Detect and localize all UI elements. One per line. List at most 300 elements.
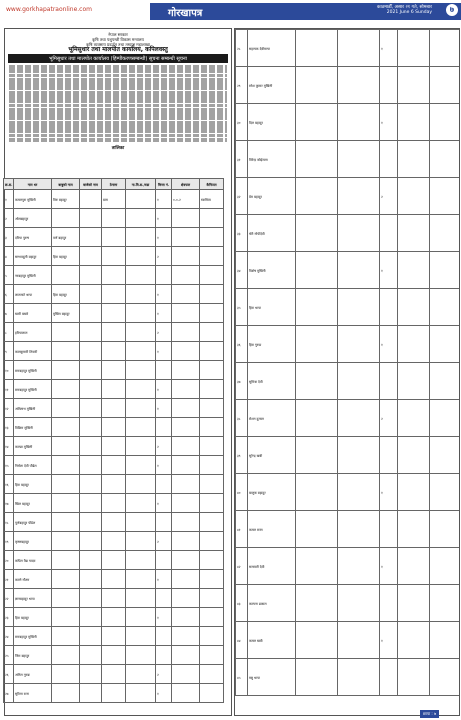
table-cell [200,532,224,551]
table-row [4,456,224,475]
table-cell [338,215,380,252]
table-cell [156,361,172,380]
table-cell [80,209,102,228]
table-cell: १२ [4,399,14,418]
col-header: क्षेत्रफल [172,179,200,190]
table-cell [102,589,126,608]
table-cell [102,304,126,323]
table-row [4,551,224,570]
table-cell: ग्राम [102,190,126,209]
table-cell [80,380,102,399]
table-cell [102,532,126,551]
table-cell [126,266,156,285]
table-cell: २ [156,247,172,266]
table-row [236,104,460,141]
table-cell [172,380,200,399]
table-cell [430,474,460,511]
table-cell: कल्पना ढकाल [248,585,296,622]
table-cell [200,665,224,684]
table-cell: १ [380,30,398,67]
table-cell [126,551,156,570]
table-row [4,513,224,532]
table-cell [430,30,460,67]
table-cell [126,494,156,513]
table-cell [102,551,126,570]
gov-line-3: कृषि व्यवसाय प्रवर्द्धन तथा तथ्याङ्क महाशाखा [86,42,150,47]
table-cell [338,178,380,215]
table-cell [126,361,156,380]
table-cell: विरेन्द्र कोईराला [248,141,296,178]
table-cell: पूर्णबहादुर पौडेल [14,513,52,532]
table-cell [52,532,80,551]
table-cell [430,511,460,548]
table-cell [102,418,126,437]
table-cell [296,585,338,622]
table-cell [126,323,156,342]
table-cell [338,474,380,511]
table-cell [156,418,172,437]
table-cell [380,141,398,178]
table-cell: लालमाटे थापा [14,285,52,304]
table-cell [172,589,200,608]
table-cell [296,548,338,585]
table-cell [102,608,126,627]
table-cell: १ [380,548,398,585]
table-cell: २७ [4,684,14,703]
col-header: ठेगाना [102,179,126,190]
table-cell [398,252,430,289]
table-cell [200,285,224,304]
table-cell: जिम बहादुर [14,646,52,665]
table-cell [156,646,172,665]
table-cell [172,627,200,646]
table-cell: कमलपुरा मुखिनी [14,190,52,209]
table-cell [296,252,338,289]
table-cell [296,178,338,215]
table-cell: अमिताभ मुखिनी [14,399,52,418]
table-row [236,622,460,659]
table-cell [102,513,126,532]
table-cell [172,570,200,589]
table-row [4,266,224,285]
table-cell [398,548,430,585]
table-cell: ज्ञानबहादुर थापा [14,589,52,608]
table-cell [398,67,430,104]
table-cell: ७ [4,304,14,323]
table-cell [52,665,80,684]
table-cell: १ [156,342,172,361]
table-cell [52,589,80,608]
table-cell [126,437,156,456]
table-cell: २ [156,532,172,551]
table-cell [80,684,102,703]
table-cell [80,247,102,266]
table-cell [200,342,224,361]
table-cell [200,475,224,494]
government-heading [5,32,231,52]
table-cell [126,570,156,589]
table-cell: १ [156,380,172,399]
table-cell: १० [4,361,14,380]
table-cell: १ [380,622,398,659]
table-cell [80,608,102,627]
table-cell [102,228,126,247]
table-cell [102,380,126,399]
table-cell [296,67,338,104]
table-cell [172,247,200,266]
table-cell [430,104,460,141]
table-cell: १ [156,304,172,323]
table-cell [398,215,430,252]
table-cell: ९ [4,342,14,361]
table-cell: ४० [236,474,248,511]
table-cell [80,475,102,494]
table-cell: दरिया पुरुष [14,228,52,247]
issue-date-english: 2021 June 6 Sunday [386,10,432,15]
table-cell: खारी बखरे [14,304,52,323]
table-cell [200,418,224,437]
table-cell: मन्नु थापा [248,659,296,696]
table-cell [102,456,126,475]
table-cell: सुरेन्द्र खत्री [248,437,296,474]
table-cell: १९ [4,532,14,551]
table-cell: १४ [4,437,14,456]
table-cell [398,659,430,696]
table-cell [398,400,430,437]
table-cell [338,252,380,289]
table-row [236,548,460,585]
table-cell: २० [4,551,14,570]
table-cell [430,585,460,622]
table-cell: १३ [4,418,14,437]
table-row [236,141,460,178]
table-header-row [4,179,224,190]
table-cell: १ [156,209,172,228]
table-row [236,326,460,363]
table-cell [172,361,200,380]
table-cell [102,399,126,418]
table-cell [156,589,172,608]
table-cell: ६ [4,285,14,304]
table-cell: सहायक देवीमाया [248,30,296,67]
table-row [4,190,224,209]
table-cell: सरस्वती देवी [248,548,296,585]
table-cell [398,104,430,141]
table-cell: विक्रिम मुखिनी [14,418,52,437]
page-footer-tag: छापा : ७ [420,710,439,718]
table-cell [430,400,460,437]
table-cell [430,178,460,215]
table-cell: १ [156,228,172,247]
page-number-badge: ७ [446,4,458,16]
table-cell [80,361,102,380]
table-cell [338,511,380,548]
table-row [4,494,224,513]
table-cell: ४ [4,247,14,266]
table-cell [338,400,380,437]
table-cell [200,513,224,532]
table-cell: १ [380,104,398,141]
table-cell: थेरी गोपीदेवी [248,215,296,252]
table-row [4,209,224,228]
table-cell [398,178,430,215]
table-cell [80,532,102,551]
table-cell: २८ [236,30,248,67]
table-cell: १ [380,252,398,289]
table-cell [172,475,200,494]
table-cell [126,380,156,399]
table-cell [80,418,102,437]
table-cell [52,684,80,703]
schedule-table-left [3,178,224,703]
table-row [4,608,224,627]
table-cell [156,475,172,494]
table-cell [102,247,126,266]
table-cell [430,437,460,474]
table-cell [52,494,80,513]
table-cell [338,326,380,363]
table-cell [296,622,338,659]
table-cell [296,659,338,696]
table-cell [200,627,224,646]
office-name: भूमिसुधार तथा मालपोत कार्यालय, कपिलवस्तु [68,46,168,53]
table-cell [200,266,224,285]
table-cell [200,437,224,456]
table-cell [380,585,398,622]
table-cell: २ [4,209,14,228]
table-cell: हिरा बहादुर [52,285,80,304]
table-cell: १ [156,570,172,589]
table-cell [200,304,224,323]
table-cell [430,363,460,400]
table-cell [200,209,224,228]
table-cell [338,659,380,696]
table-row [236,659,460,696]
table-cell [200,380,224,399]
table-cell: १ [156,608,172,627]
table-cell: २ [156,437,172,456]
table-row [4,646,224,665]
table-cell [200,570,224,589]
issue-date [352,5,432,15]
table-cell: २९ [236,67,248,104]
table-cell [52,627,80,646]
table-cell: ३१ [236,141,248,178]
table-cell [398,326,430,363]
table-cell: ३४ [236,252,248,289]
table-cell [126,399,156,418]
table-cell [80,627,102,646]
col-header: बाजेको नाम [80,179,102,190]
table-cell [156,513,172,532]
table-cell: ३७ [236,363,248,400]
table-cell [126,589,156,608]
table-cell: ३० [236,104,248,141]
col-header: कित्ता नं. [156,179,172,190]
table-cell [296,437,338,474]
table-cell [380,215,398,252]
table-cell [126,627,156,646]
table-cell [172,551,200,570]
table-cell [200,551,224,570]
table-row [4,342,224,361]
table-cell: कमल खत्री [248,622,296,659]
table-cell [52,437,80,456]
table-cell [80,665,102,684]
table-cell: २ [156,323,172,342]
table-cell [80,456,102,475]
table-cell [430,67,460,104]
table-cell [172,665,200,684]
table-cell [200,646,224,665]
table-cell [172,513,200,532]
table-cell: कमल रास्त [248,511,296,548]
table-cell [398,437,430,474]
table-row [4,532,224,551]
table-cell: कान्छा मुखिनी [14,437,52,456]
table-cell [126,190,156,209]
table-row [236,67,460,104]
table-cell [126,646,156,665]
table-cell [172,342,200,361]
table-cell [126,304,156,323]
table-cell [52,266,80,285]
table-cell: १ [156,684,172,703]
table-cell: ४४ [236,622,248,659]
table-cell [80,342,102,361]
table-cell [172,608,200,627]
table-cell [380,67,398,104]
table-cell [156,627,172,646]
table-cell [172,209,200,228]
table-cell: १ [156,190,172,209]
table-cell: ओमबहादुर [14,209,52,228]
table-cell [338,289,380,326]
table-cell: कपिल वैद्य यादव [14,551,52,570]
table-cell [52,418,80,437]
table-cell [52,399,80,418]
table-cell [102,323,126,342]
table-row [236,30,460,67]
table-cell [430,622,460,659]
table-row [4,247,224,266]
table-cell [52,646,80,665]
table-row [4,437,224,456]
table-cell [52,209,80,228]
table-cell [80,494,102,513]
table-cell [126,532,156,551]
table-cell [200,247,224,266]
table-cell [52,475,80,494]
table-cell: स्वामित्व [200,190,224,209]
table-cell: २६ [4,665,14,684]
table-cell [126,665,156,684]
table-cell [80,513,102,532]
table-cell: दिल बहादुर [248,104,296,141]
table-cell [80,437,102,456]
table-cell: ५ [4,266,14,285]
public-notice-right [234,28,460,716]
table-cell [126,228,156,247]
table-row [236,289,460,326]
table-cell: ०-०-२ [172,190,200,209]
table-cell [338,548,380,585]
table-cell [52,323,80,342]
table-cell: ११ [4,380,14,399]
table-cell: हिरा थापा [248,289,296,326]
table-cell [172,684,200,703]
table-cell: बालुक बहादुर [248,474,296,511]
table-cell: १७ [4,494,14,513]
table-cell [430,289,460,326]
table-cell [398,585,430,622]
table-cell [102,361,126,380]
table-cell [172,399,200,418]
table-cell [172,323,200,342]
table-cell [296,30,338,67]
table-cell [102,285,126,304]
col-header: क्र.स. [4,179,14,190]
table-cell [398,141,430,178]
table-cell [156,266,172,285]
table-cell [102,646,126,665]
table-cell [172,456,200,475]
table-row [236,585,460,622]
table-cell [126,209,156,228]
table-cell: ८ [4,323,14,342]
table-cell [296,326,338,363]
table-cell [52,380,80,399]
table-cell: अनिल गुरुङ [14,665,52,684]
col-header: बाबुको नाम [52,179,80,190]
table-cell [430,548,460,585]
table-row [4,684,224,703]
table-cell [172,228,200,247]
table-cell [430,326,460,363]
table-cell [102,570,126,589]
table-cell: हिरा बहादुर [14,475,52,494]
table-row [4,399,224,418]
table-cell [52,513,80,532]
table-cell [80,190,102,209]
table-cell: ३२ [236,178,248,215]
table-row [4,665,224,684]
table-cell [296,215,338,252]
table-cell: सम्भवदुली बहादुर [14,247,52,266]
site-url[interactable]: www.gorkhapatraonline.com [6,6,92,13]
table-cell [296,289,338,326]
table-cell [398,474,430,511]
table-cell: रमेश कुमार मुखिनी [248,67,296,104]
table-cell: २३ [4,608,14,627]
table-cell [126,684,156,703]
table-cell [52,361,80,380]
table-cell [172,532,200,551]
table-cell: रामबहादुर मुखिनी [14,380,52,399]
table-cell [172,304,200,323]
table-cell: रामबहादुर मुखिनी [14,627,52,646]
table-cell: २ [380,178,398,215]
table-cell [102,494,126,513]
table-cell [200,494,224,513]
notice-title: भूमिसुधार तथा मालपोत कार्यालय (हिम्पीकरणसम्बन्धी) सूचना सम्बन्धी सूचना [8,54,228,63]
table-cell: २४ [4,627,14,646]
table-row [236,511,460,548]
table-cell: निर्मला देवी पौडेल [14,456,52,475]
table-cell: १ [156,285,172,304]
table-row [4,627,224,646]
table-cell [380,289,398,326]
